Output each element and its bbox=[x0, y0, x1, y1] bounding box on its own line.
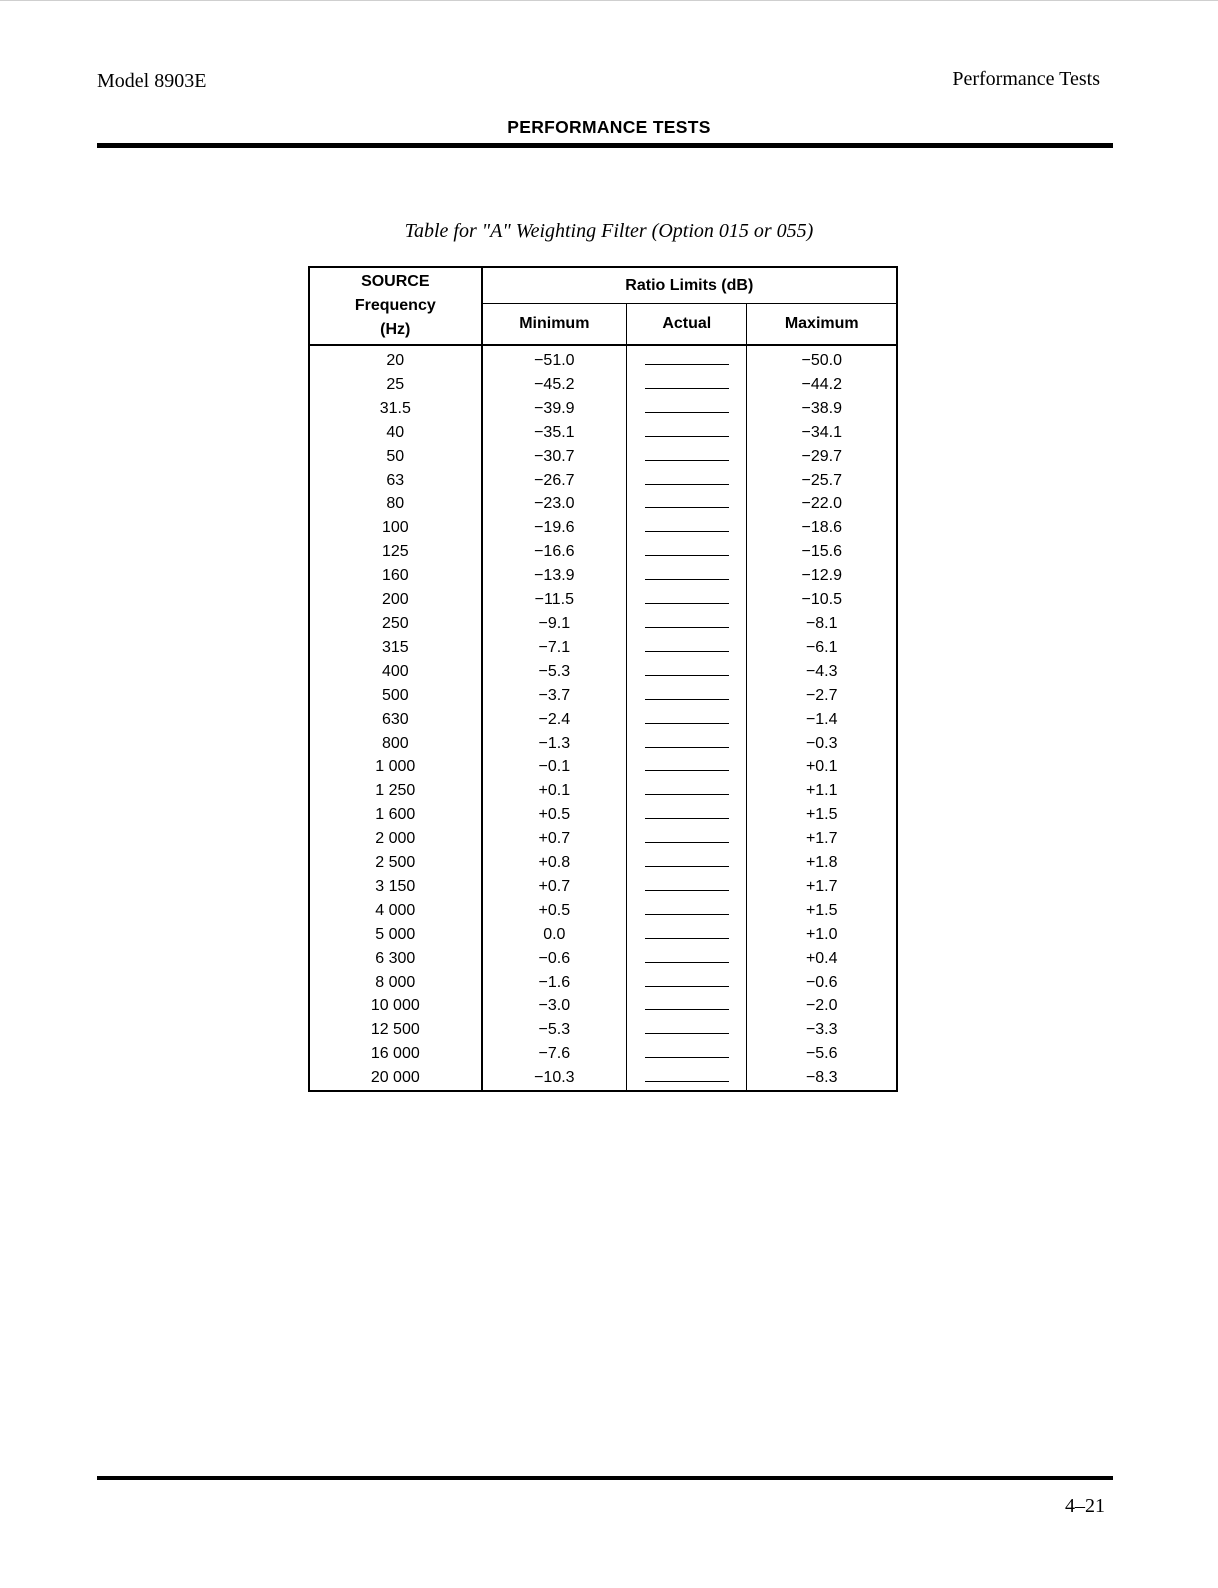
actual-entry-blank[interactable] bbox=[645, 493, 729, 508]
actual-entry-blank[interactable] bbox=[645, 972, 729, 987]
frequency-cell: 80 bbox=[309, 492, 482, 516]
source-frequency-header bbox=[309, 267, 482, 345]
minimum-cell: −3.7 bbox=[482, 684, 627, 708]
table-row bbox=[309, 947, 897, 971]
maximum-cell: −44.2 bbox=[801, 375, 842, 393]
frequency-cell: 12 500 bbox=[309, 1018, 482, 1042]
actual-cell bbox=[627, 588, 747, 612]
table-row bbox=[309, 684, 897, 708]
maximum-cell: −2.0 bbox=[805, 997, 838, 1015]
table-row bbox=[309, 732, 897, 756]
maximum-cell: −8.1 bbox=[805, 614, 838, 632]
frequency-cell: 8 000 bbox=[309, 971, 482, 995]
actual-entry-blank[interactable] bbox=[645, 780, 729, 795]
table-row bbox=[309, 636, 897, 660]
minimum-header: Minimum bbox=[482, 304, 627, 345]
table-row bbox=[309, 827, 897, 851]
actual-entry-blank[interactable] bbox=[645, 900, 729, 915]
actual-entry-blank[interactable] bbox=[645, 709, 729, 724]
maximum-cell: +0.1 bbox=[805, 758, 838, 776]
frequency-cell: 2 000 bbox=[309, 827, 482, 851]
frequency-cell: 400 bbox=[309, 660, 482, 684]
actual-entry-blank[interactable] bbox=[645, 613, 729, 628]
maximum-cell: −5.6 bbox=[805, 1045, 838, 1063]
actual-entry-blank[interactable] bbox=[645, 661, 729, 676]
actual-entry-blank[interactable] bbox=[645, 756, 729, 771]
actual-cell bbox=[627, 612, 747, 636]
actual-cell bbox=[627, 373, 747, 397]
maximum-cell: −18.6 bbox=[801, 519, 842, 537]
table-row bbox=[309, 923, 897, 947]
maximum-header: Maximum bbox=[747, 304, 897, 345]
frequency-cell: 1 250 bbox=[309, 779, 482, 803]
minimum-cell: −3.0 bbox=[482, 994, 627, 1018]
actual-entry-blank[interactable] bbox=[645, 565, 729, 580]
frequency-cell: 100 bbox=[309, 516, 482, 540]
table-row bbox=[309, 373, 897, 397]
page-title: PERFORMANCE TESTS bbox=[507, 117, 711, 137]
table-row bbox=[309, 899, 897, 923]
maximum-cell: −3.3 bbox=[805, 1021, 838, 1039]
actual-cell bbox=[627, 947, 747, 971]
actual-cell bbox=[627, 345, 747, 373]
frequency-cell: 4 000 bbox=[309, 899, 482, 923]
minimum-cell: −0.1 bbox=[482, 755, 627, 779]
table-row bbox=[309, 421, 897, 445]
actual-entry-blank[interactable] bbox=[645, 924, 729, 939]
frequency-cell: 20 000 bbox=[309, 1066, 482, 1091]
frequency-cell: 1 000 bbox=[309, 755, 482, 779]
maximum-cell: +1.5 bbox=[805, 901, 838, 919]
actual-cell bbox=[627, 732, 747, 756]
minimum-cell: −1.6 bbox=[482, 971, 627, 995]
minimum-cell: +0.5 bbox=[482, 899, 627, 923]
source-header-line1: SOURCE bbox=[361, 273, 430, 290]
maximum-cell: −38.9 bbox=[801, 399, 842, 417]
header-section: Performance Tests bbox=[952, 68, 1100, 90]
table-row bbox=[309, 779, 897, 803]
page-edge-line bbox=[0, 0, 1218, 1]
actual-entry-blank[interactable] bbox=[645, 422, 729, 437]
actual-entry-blank[interactable] bbox=[645, 589, 729, 604]
table-row bbox=[309, 1066, 897, 1091]
actual-cell bbox=[627, 1066, 747, 1091]
minimum-cell: −7.6 bbox=[482, 1042, 627, 1066]
frequency-cell: 2 500 bbox=[309, 851, 482, 875]
minimum-cell: −11.5 bbox=[482, 588, 627, 612]
header-model: Model 8903E bbox=[97, 70, 207, 92]
minimum-cell: −1.3 bbox=[482, 732, 627, 756]
table-row bbox=[309, 875, 897, 899]
actual-cell bbox=[627, 875, 747, 899]
maximum-cell: −12.9 bbox=[801, 567, 842, 585]
actual-entry-blank[interactable] bbox=[645, 398, 729, 413]
maximum-cell: +1.1 bbox=[805, 782, 838, 800]
actual-entry-blank[interactable] bbox=[645, 876, 729, 891]
actual-entry-blank[interactable] bbox=[645, 446, 729, 461]
actual-entry-blank[interactable] bbox=[645, 1043, 729, 1058]
actual-entry-blank[interactable] bbox=[645, 517, 729, 532]
actual-cell bbox=[627, 540, 747, 564]
actual-entry-blank[interactable] bbox=[645, 733, 729, 748]
source-header-line2: Frequency bbox=[354, 297, 436, 314]
actual-header: Actual bbox=[627, 304, 747, 345]
frequency-cell: 20 bbox=[309, 345, 482, 373]
minimum-cell: −19.6 bbox=[482, 516, 627, 540]
minimum-cell: −16.6 bbox=[482, 540, 627, 564]
actual-cell bbox=[627, 492, 747, 516]
maximum-cell: −0.6 bbox=[805, 973, 838, 991]
header-rule bbox=[97, 143, 1113, 148]
frequency-cell: 6 300 bbox=[309, 947, 482, 971]
actual-cell bbox=[627, 708, 747, 732]
maximum-cell: −8.3 bbox=[805, 1069, 838, 1087]
actual-cell bbox=[627, 636, 747, 660]
table-row bbox=[309, 612, 897, 636]
actual-cell bbox=[627, 803, 747, 827]
table-row bbox=[309, 994, 897, 1018]
actual-entry-blank[interactable] bbox=[645, 1067, 729, 1082]
minimum-cell: −10.3 bbox=[482, 1066, 627, 1091]
minimum-cell: +0.5 bbox=[482, 803, 627, 827]
frequency-cell: 200 bbox=[309, 588, 482, 612]
actual-cell bbox=[627, 755, 747, 779]
maximum-cell: −50.0 bbox=[801, 352, 842, 369]
minimum-cell: +0.7 bbox=[482, 875, 627, 899]
table-row bbox=[309, 469, 897, 493]
actual-cell bbox=[627, 971, 747, 995]
actual-entry-blank[interactable] bbox=[645, 541, 729, 556]
actual-entry-blank[interactable] bbox=[645, 828, 729, 843]
frequency-cell: 160 bbox=[309, 564, 482, 588]
maximum-cell: −2.7 bbox=[805, 686, 838, 704]
maximum-cell: −1.4 bbox=[805, 710, 838, 728]
actual-cell bbox=[627, 899, 747, 923]
maximum-cell: +1.8 bbox=[805, 854, 838, 872]
frequency-cell: 3 150 bbox=[309, 875, 482, 899]
table-row bbox=[309, 492, 897, 516]
actual-cell bbox=[627, 851, 747, 875]
page-number: 4–21 bbox=[1065, 1495, 1105, 1517]
table-row bbox=[309, 516, 897, 540]
table-row bbox=[309, 345, 897, 373]
table-row bbox=[309, 588, 897, 612]
minimum-cell: +0.1 bbox=[482, 779, 627, 803]
source-header-line3: (Hz) bbox=[380, 321, 411, 338]
minimum-cell: −26.7 bbox=[482, 469, 627, 493]
table-row bbox=[309, 540, 897, 564]
minimum-cell: −23.0 bbox=[482, 492, 627, 516]
frequency-cell: 630 bbox=[309, 708, 482, 732]
frequency-cell: 5 000 bbox=[309, 923, 482, 947]
minimum-cell: −5.3 bbox=[482, 1018, 627, 1042]
table-row bbox=[309, 803, 897, 827]
actual-cell bbox=[627, 660, 747, 684]
frequency-cell: 63 bbox=[309, 469, 482, 493]
maximum-cell: −10.5 bbox=[801, 591, 842, 609]
actual-entry-blank[interactable] bbox=[645, 470, 729, 485]
frequency-cell: 25 bbox=[309, 373, 482, 397]
frequency-cell: 40 bbox=[309, 421, 482, 445]
actual-cell bbox=[627, 923, 747, 947]
table-row bbox=[309, 708, 897, 732]
table-row bbox=[309, 971, 897, 995]
actual-cell bbox=[627, 397, 747, 421]
actual-cell bbox=[627, 445, 747, 469]
frequency-cell: 16 000 bbox=[309, 1042, 482, 1066]
actual-entry-blank[interactable] bbox=[645, 374, 729, 389]
frequency-cell: 800 bbox=[309, 732, 482, 756]
maximum-cell: +1.7 bbox=[805, 877, 838, 895]
minimum-cell: −0.6 bbox=[482, 947, 627, 971]
table-row bbox=[309, 397, 897, 421]
table-caption: Table for "A" Weighting Filter (Option 015 or 055) bbox=[404, 220, 814, 242]
minimum-cell: −39.9 bbox=[482, 397, 627, 421]
table-row bbox=[309, 660, 897, 684]
actual-entry-blank[interactable] bbox=[645, 350, 729, 365]
maximum-cell: +1.7 bbox=[805, 830, 838, 848]
minimum-cell: −5.3 bbox=[482, 660, 627, 684]
table-row bbox=[309, 851, 897, 875]
actual-cell bbox=[627, 779, 747, 803]
minimum-cell: −35.1 bbox=[482, 421, 627, 445]
minimum-cell: 0.0 bbox=[482, 923, 627, 947]
actual-cell bbox=[627, 1042, 747, 1066]
footer-rule bbox=[97, 1476, 1113, 1480]
maximum-cell: −29.7 bbox=[801, 447, 842, 465]
actual-cell bbox=[627, 827, 747, 851]
minimum-cell: −7.1 bbox=[482, 636, 627, 660]
minimum-cell: −9.1 bbox=[482, 612, 627, 636]
table-row bbox=[309, 564, 897, 588]
actual-entry-blank[interactable] bbox=[645, 948, 729, 963]
minimum-cell: +0.7 bbox=[482, 827, 627, 851]
actual-entry-blank[interactable] bbox=[645, 637, 729, 652]
maximum-cell: −34.1 bbox=[801, 423, 842, 441]
maximum-cell: +1.0 bbox=[805, 925, 838, 943]
frequency-cell: 125 bbox=[309, 540, 482, 564]
maximum-cell: −25.7 bbox=[801, 471, 842, 489]
frequency-cell: 500 bbox=[309, 684, 482, 708]
frequency-cell: 31.5 bbox=[309, 397, 482, 421]
actual-cell bbox=[627, 564, 747, 588]
weighting-filter-table bbox=[308, 266, 898, 1092]
actual-entry-blank[interactable] bbox=[645, 685, 729, 700]
minimum-cell: −45.2 bbox=[482, 373, 627, 397]
minimum-cell: −51.0 bbox=[482, 345, 627, 373]
table-row bbox=[309, 445, 897, 469]
actual-cell bbox=[627, 994, 747, 1018]
table-row bbox=[309, 1018, 897, 1042]
minimum-cell: −2.4 bbox=[482, 708, 627, 732]
table-row bbox=[309, 1042, 897, 1066]
actual-cell bbox=[627, 684, 747, 708]
maximum-cell: −0.3 bbox=[805, 734, 838, 752]
actual-entry-blank[interactable] bbox=[645, 852, 729, 867]
actual-entry-blank[interactable] bbox=[645, 995, 729, 1010]
frequency-cell: 10 000 bbox=[309, 994, 482, 1018]
frequency-cell: 315 bbox=[309, 636, 482, 660]
maximum-cell: −4.3 bbox=[805, 662, 838, 680]
maximum-cell: −15.6 bbox=[801, 543, 842, 561]
minimum-cell: −30.7 bbox=[482, 445, 627, 469]
frequency-cell: 250 bbox=[309, 612, 482, 636]
maximum-cell: −6.1 bbox=[805, 638, 838, 656]
minimum-cell: +0.8 bbox=[482, 851, 627, 875]
maximum-cell: +1.5 bbox=[805, 806, 838, 824]
table-row bbox=[309, 755, 897, 779]
frequency-cell: 1 600 bbox=[309, 803, 482, 827]
frequency-cell: 50 bbox=[309, 445, 482, 469]
actual-entry-blank[interactable] bbox=[645, 1019, 729, 1034]
maximum-cell: +0.4 bbox=[805, 949, 838, 967]
actual-cell bbox=[627, 516, 747, 540]
actual-entry-blank[interactable] bbox=[645, 804, 729, 819]
minimum-cell: −13.9 bbox=[482, 564, 627, 588]
ratio-limits-header: Ratio Limits (dB) bbox=[482, 267, 897, 304]
actual-cell bbox=[627, 1018, 747, 1042]
actual-cell bbox=[627, 421, 747, 445]
maximum-cell: −22.0 bbox=[801, 495, 842, 513]
actual-cell bbox=[627, 469, 747, 493]
